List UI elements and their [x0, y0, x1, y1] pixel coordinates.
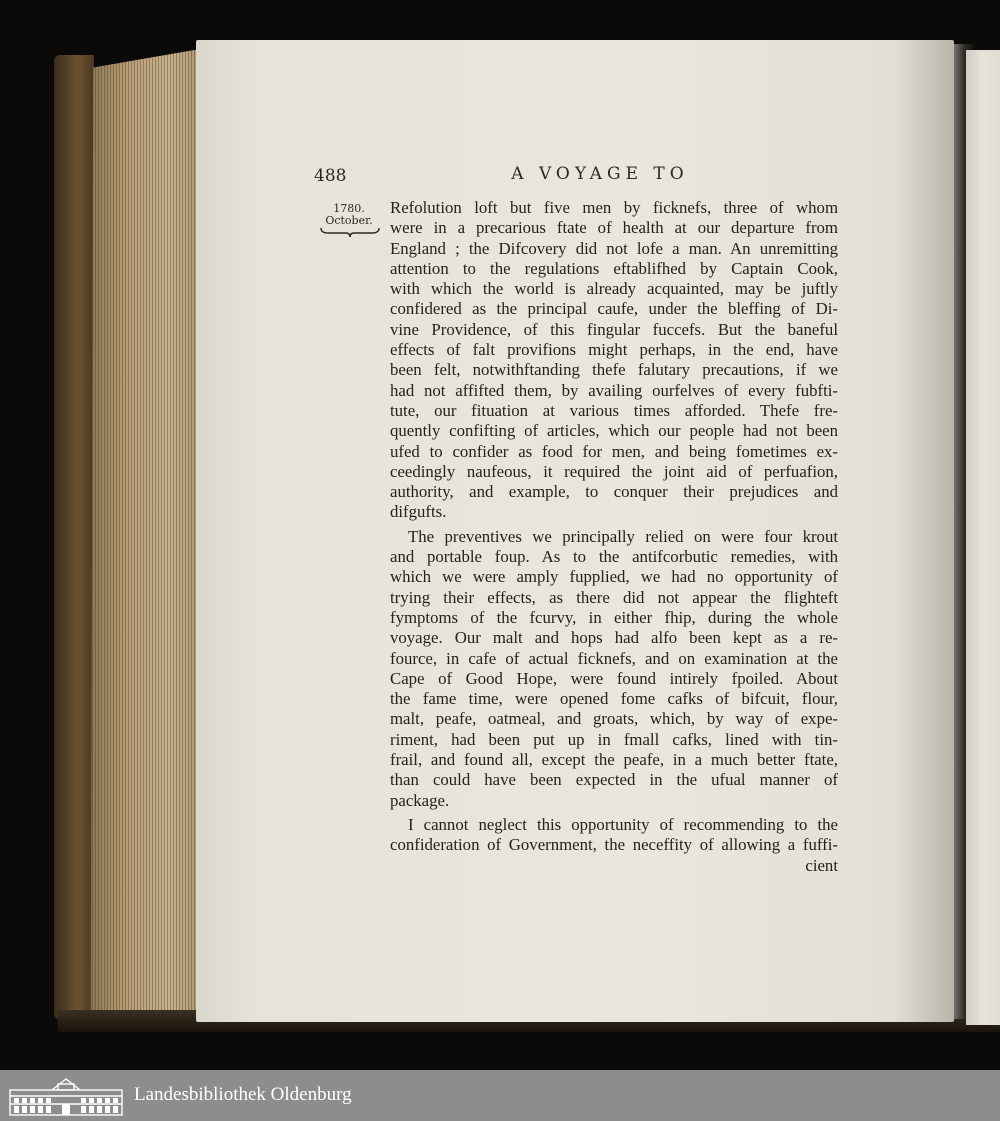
- text-line: the fame time, were opened fome cafks of bifcuit, flour,: [390, 689, 838, 709]
- margin-note-year: 1780.: [333, 202, 365, 215]
- text-line: with which the world is already acquainted, may be juftly: [390, 279, 838, 299]
- facing-page-edge: [966, 50, 1000, 1025]
- text-line: been felt, notwithftanding thefe falutary precautions, if we: [390, 360, 838, 380]
- text-line: confidered as the principal caufe, under the bleffing of Di-: [390, 299, 838, 319]
- text-line: The preventives we principally relied on were four krout: [408, 526, 838, 546]
- text-line: effects of falt provifions might perhaps, in the end, have: [390, 340, 838, 360]
- text-line: fymptoms of the fcurvy, in either fhip, during the whole: [390, 607, 838, 627]
- text-line: voyage. Our malt and hops had alfo been kept as a re-: [390, 628, 838, 648]
- margin-note: [318, 203, 380, 227]
- text-line: difgufts.: [390, 502, 447, 522]
- text-line: Refolution loft but five men by ficknefs, three of whom: [390, 198, 838, 217]
- text-line: than could have been expected in the ufual manner of: [390, 770, 838, 790]
- text-line: confideration of Government, the neceffity of allowing a fuffi-: [390, 835, 838, 855]
- page-number: 488: [314, 166, 347, 186]
- text-line: I cannot neglect this opportunity of recommending to the: [408, 814, 838, 834]
- text-line: authority, and example, to conquer their prejudices and: [390, 482, 838, 502]
- book-cover-edge: [54, 55, 94, 1020]
- page-edges: [86, 48, 206, 1020]
- running-head: A VOYAGE TO: [511, 164, 689, 184]
- text-line: fource, in cafe of actual ficknefs, and on examination at the: [390, 648, 838, 668]
- text-line: trying their effects, as there did not appear the flighteft: [390, 587, 838, 607]
- margin-note-month: October.: [325, 214, 373, 227]
- text-line: Cape of Good Hope, were found intirely fpoiled. About: [390, 668, 838, 688]
- text-line: attention to the regulations eftablifhed by Captain Cook,: [390, 258, 838, 278]
- text-line: frail, and found all, except the peafe, in a much better ftate,: [390, 750, 838, 770]
- text-line: vine Providence, of this fingular fuccefs. But the baneful: [390, 319, 838, 339]
- text-line: ceedingly naufeous, it required the joint aid of perfuafion,: [390, 461, 838, 481]
- text-line: malt, peafe, oatmeal, and groats, which, by way of expe-: [390, 709, 838, 729]
- text-line: ufed to confider as food for men, and being fometimes ex-: [390, 441, 838, 461]
- body-text: [390, 198, 838, 876]
- margin-brace-icon: [320, 226, 380, 238]
- footer-banner: [0, 1070, 1000, 1121]
- text-line: tute, our fituation at various times afforded. Thefe fre-: [390, 400, 838, 420]
- catchword: cient: [805, 855, 838, 875]
- text-line: and portable foup. As to the antifcorbutic remedies, with: [390, 547, 838, 567]
- text-line: were in a precarious ftate of health at our departure from: [390, 218, 838, 238]
- library-name: Landesbibliothek Oldenburg: [134, 1084, 352, 1105]
- text-line: which we were amply fupplied, we had no opportunity of: [390, 567, 838, 587]
- text-line: quently confifting of articles, which our people had not been: [390, 421, 838, 441]
- text-line: had not affifted them, by availing ourfelves of every fubfti-: [390, 380, 838, 400]
- text-line: package.: [390, 790, 450, 810]
- library-building-icon: [8, 1076, 124, 1116]
- text-line: riment, had been put up in fmall cafks, lined with tin-: [390, 729, 838, 749]
- text-line: England ; the Difcovery did not lofe a man. An unremitting: [390, 238, 838, 258]
